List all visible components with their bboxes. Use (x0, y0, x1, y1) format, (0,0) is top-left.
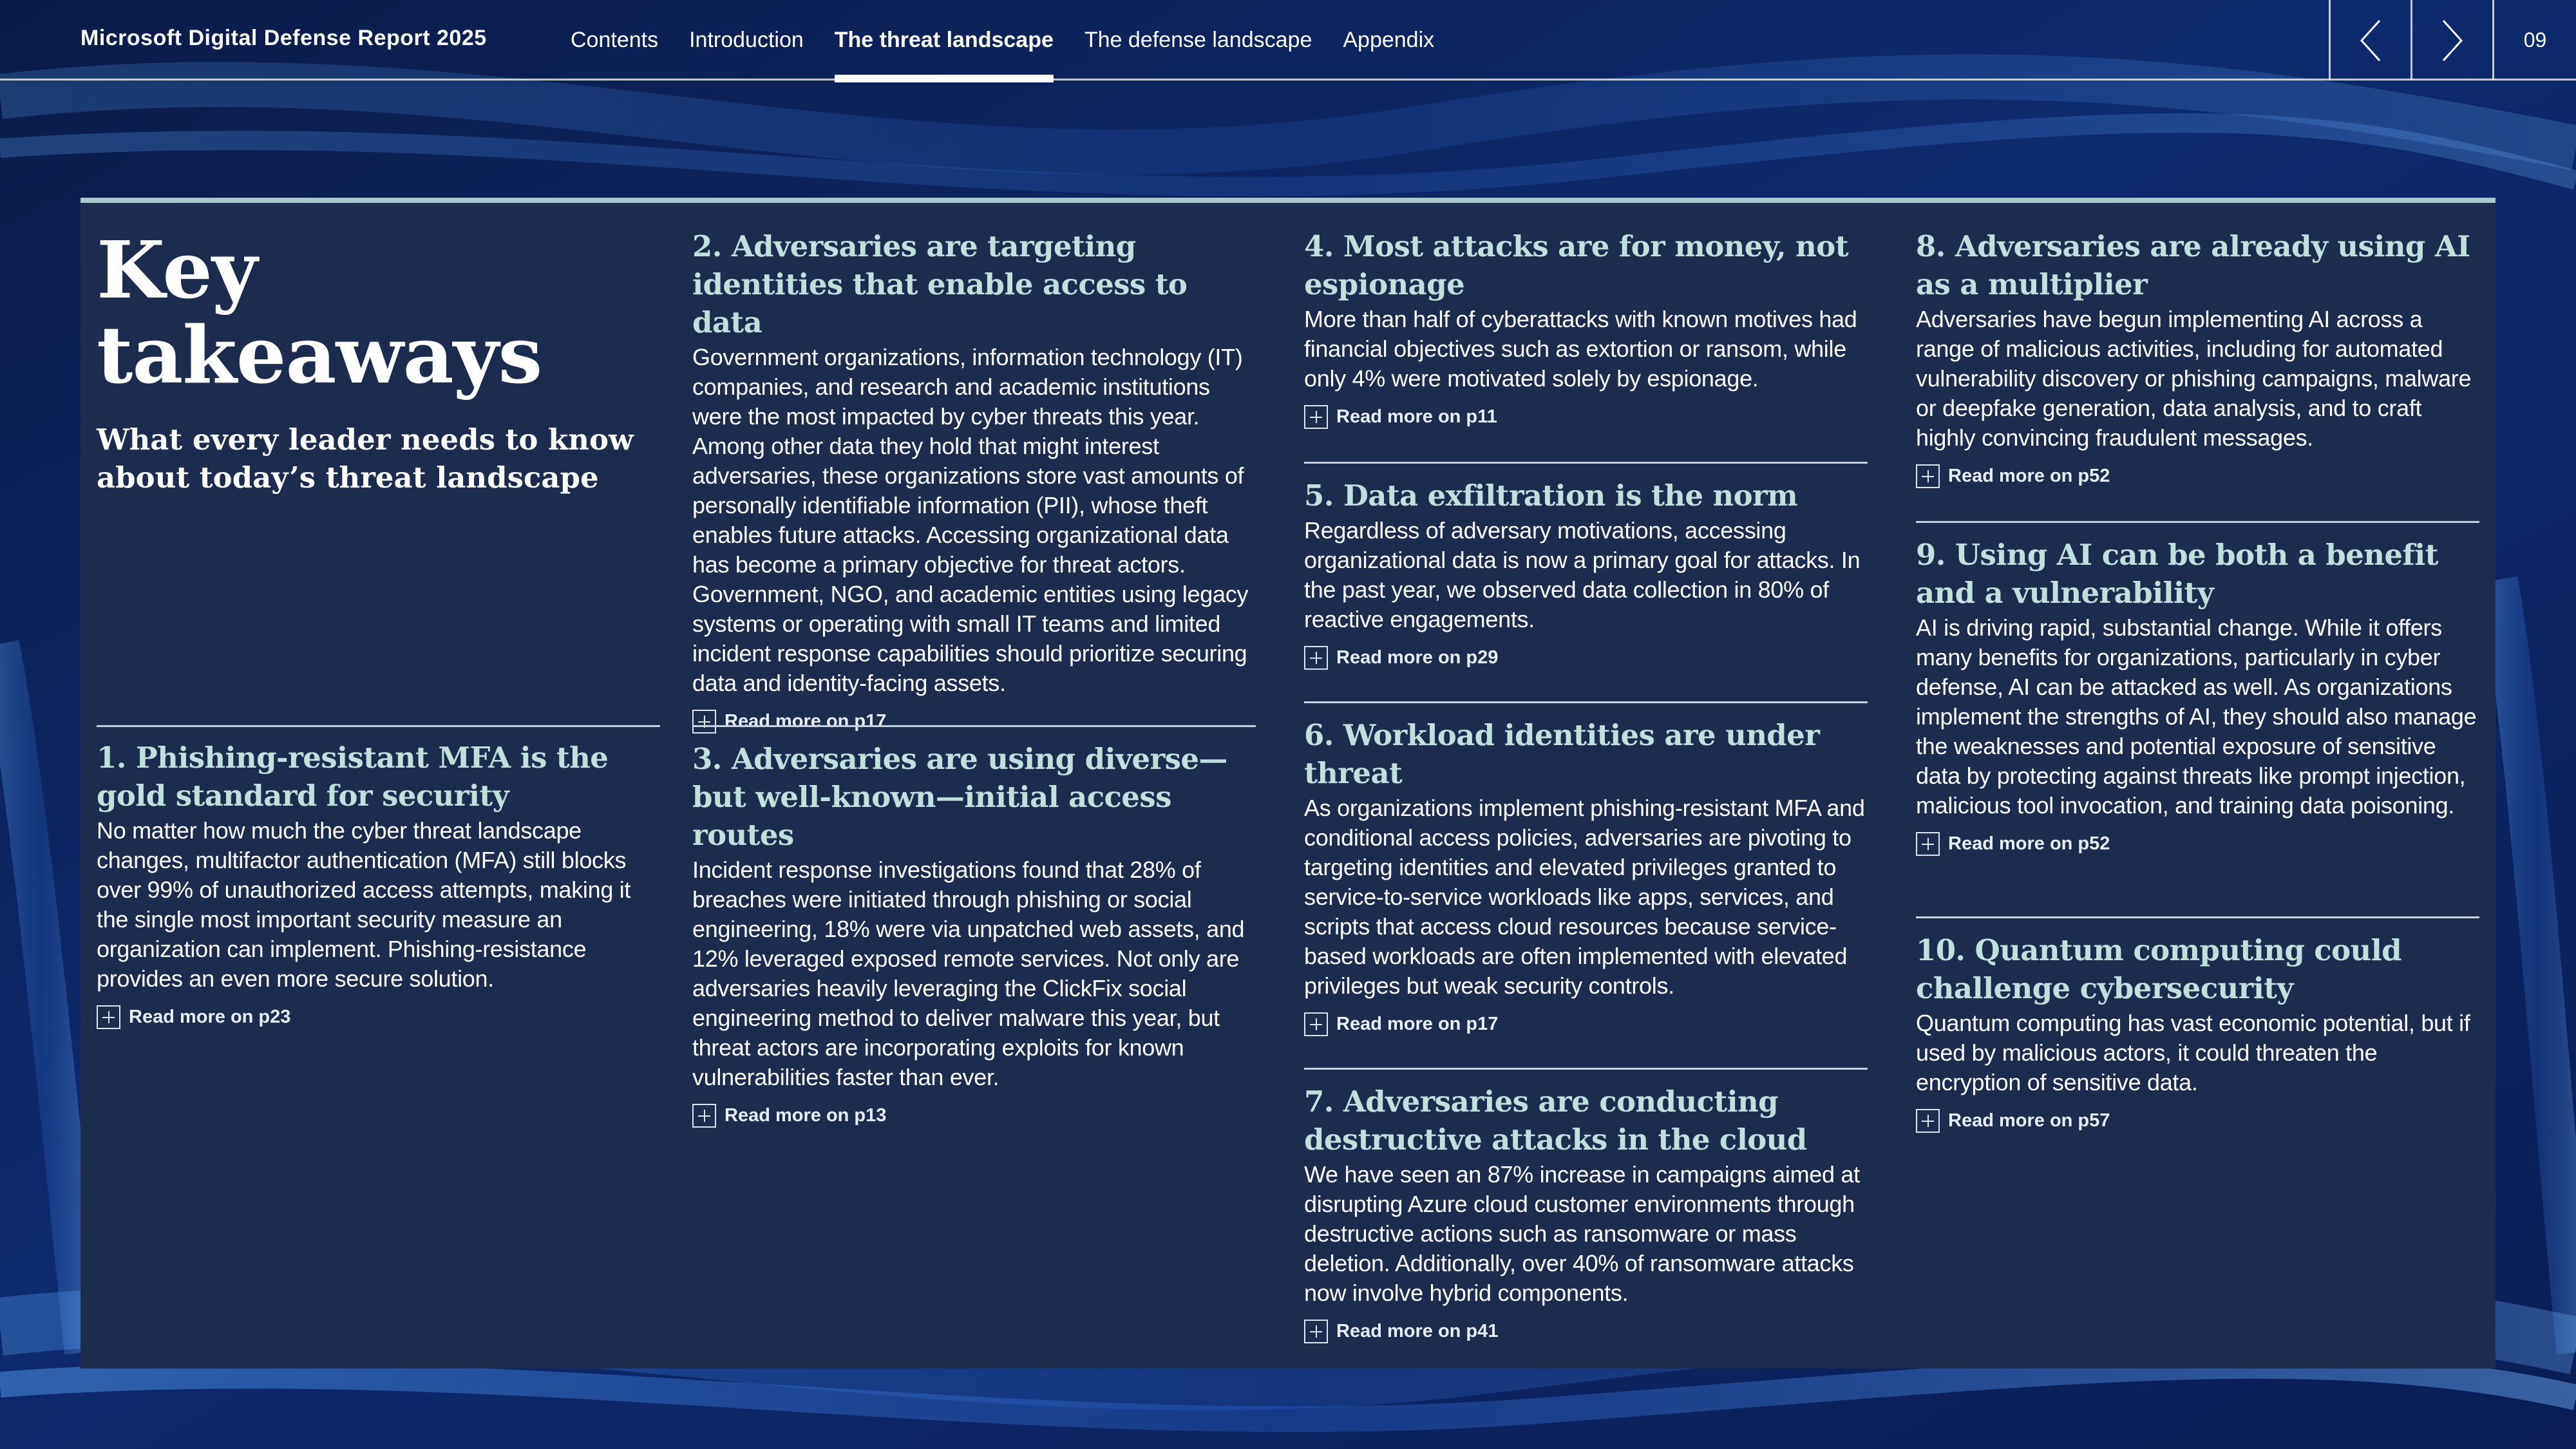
takeaway-title: 9. Using AI can be both a benefit and a vulnerability (1916, 538, 2438, 610)
takeaway-body: More than half of cyberattacks with known motives had financial objectives such as extortion or ransom, while only 4% were motivated solely by espionage. (1304, 306, 1857, 392)
takeaway-4 (1304, 227, 1868, 429)
takeaway-8 (1916, 227, 2479, 488)
section-nav (571, 0, 1465, 80)
takeaway-body: No matter how much the cyber threat landscape changes, multifactor authentication (MFA) still blocks over 99% of unauthorized access attempts, making it the single most important security measure an organization can implement. Phishing-resistance provides an even more secure solution. (97, 817, 631, 992)
takeaway-5 (1304, 462, 1868, 670)
chevron-right-icon (2439, 18, 2465, 63)
takeaway-body: Adversaries have begun implementing AI across a range of malicious activities, including for automated vulnerability discovery or phishing campaigns, malware or deepfake generation, data analysis, and to craft highly convincing fraudulent messages. (1916, 306, 2472, 451)
takeaway-9 (1916, 521, 2479, 856)
plus-box-icon (1304, 1012, 1328, 1036)
read-more-link[interactable]: Read more on p17 (1304, 1012, 1868, 1036)
nav-appendix[interactable]: Appendix (1343, 28, 1435, 52)
takeaway-body: Regardless of adversary motivations, accessing organizational data is now a primary goal for attacks. In the past year, we observed data collection in 80% of reactive engagements. (1304, 517, 1861, 632)
plus-box-icon (1916, 464, 1940, 488)
read-more-link[interactable]: Read more on p52 (1916, 464, 2479, 488)
key-takeaways-panel (80, 198, 2496, 1368)
takeaway-title: 6. Workload identities are under threat (1304, 718, 1820, 790)
takeaway-7 (1304, 1068, 1868, 1343)
read-more-link[interactable]: Read more on p52 (1916, 832, 2479, 856)
takeaway-body: We have seen an 87% increase in campaigns aimed at disrupting Azure cloud customer environments through destructive actions such as ransomware or mass deletion. Additionally, over 40% of ransomware attacks now involve hybrid components. (1304, 1161, 1860, 1306)
read-more-link[interactable]: Read more on p17 (692, 710, 1256, 734)
plus-box-icon (97, 1005, 120, 1029)
takeaway-body: AI is driving rapid, substantial change. While it offers many benefits for organizations, particularly in cyber defense, AI can be attacked as well. As organizations implement the strengths of AI, they should also manage the weaknesses and potential exposure of sensitive data by protecting against threats like prompt injection, malicious tool invocation, and training data poisoning. (1916, 614, 2477, 819)
column-3 (1304, 203, 1868, 1374)
read-more-link[interactable]: Read more on p13 (692, 1104, 1256, 1128)
column-4 (1916, 203, 2479, 1374)
report-title: Microsoft Digital Defense Report 2025 (80, 26, 487, 50)
read-more-link[interactable]: Read more on p41 (1304, 1320, 1868, 1343)
takeaway-title: 10. Quantum computing could challenge cybersecurity (1916, 933, 2401, 1005)
takeaway-2 (692, 227, 1256, 734)
takeaway-title: 8. Adversaries are already using AI as a multiplier (1916, 229, 2470, 301)
plus-box-icon (1304, 646, 1328, 670)
plus-box-icon (692, 1104, 716, 1128)
takeaway-3 (692, 725, 1256, 1128)
column-2 (692, 203, 1256, 1374)
previous-page-button[interactable] (2329, 0, 2410, 80)
read-more-link[interactable]: Read more on p23 (97, 1005, 660, 1029)
column-1 (80, 203, 644, 1374)
page-title: Key takeaways (97, 223, 542, 401)
takeaway-title: 3. Adversaries are using diverse—but well-known—initial access routes (692, 742, 1227, 852)
takeaway-title: 4. Most attacks are for money, not espionage (1304, 229, 1848, 301)
nav-introduction[interactable]: Introduction (689, 28, 804, 52)
plus-box-icon (1304, 1320, 1328, 1343)
nav-threat-landscape[interactable]: The threat landscape (835, 0, 1054, 80)
takeaway-10 (1916, 916, 2479, 1133)
read-more-link[interactable]: Read more on p29 (1304, 646, 1868, 670)
read-more-link[interactable]: Read more on p57 (1916, 1109, 2479, 1133)
chevron-left-icon (2358, 18, 2383, 63)
nav-defense-landscape[interactable]: The defense landscape (1084, 28, 1312, 52)
plus-box-icon (1916, 832, 1940, 856)
takeaway-body: Quantum computing has vast economic potential, but if used by malicious actors, it could threaten the encryption of sensitive data. (1916, 1010, 2470, 1095)
takeaway-title: 5. Data exfiltration is the norm (1304, 478, 1798, 513)
plus-box-icon (1304, 405, 1328, 429)
next-page-button[interactable] (2410, 0, 2492, 80)
read-more-link[interactable]: Read more on p11 (1304, 405, 1868, 429)
takeaway-1 (97, 725, 660, 1029)
plus-box-icon (1916, 1109, 1940, 1133)
takeaway-body: Government organizations, information technology (IT) companies, and research and academic institutions were the most impacted by cyber threats this year. Among other data they hold that might interest adversaries, these organizations store vast amounts of personally identifiable information (PII), whose theft enables future attacks. Accessing organizational data has become a primary objective for threat actors. Government, NGO, and academic entities using legacy systems or operating with small IT teams and limited incident response capabilities should prioritize securing data and identity-facing assets. (692, 344, 1249, 696)
top-navigation-bar (0, 0, 2576, 80)
takeaway-body: As organizations implement phishing-resistant MFA and conditional access policies, adversaries are pivoting to targeting identities and elevated privileges granted to service-to-service workloads like apps, services, and scripts that access cloud resources because service-based workloads are often implemented with elevated privileges but weak security controls. (1304, 795, 1865, 999)
takeaway-body: Incident response investigations found that 28% of breaches were initiated through phishing or social engineering, 18% were via unpatched web assets, and 12% leveraged exposed remote services. Not only are adversaries heavily leveraging the ClickFix social engineering method to deliver malware this year, but threat actors are incorporating exploits for known vulnerabilities faster than ever. (692, 857, 1245, 1090)
page-number: 09 (2492, 0, 2576, 80)
takeaway-6 (1304, 701, 1868, 1036)
takeaway-title: 1. Phishing-resistant MFA is the gold standard for security (97, 741, 609, 813)
page-subtitle: What every leader needs to know about today’s threat landscape (97, 422, 634, 495)
takeaway-title: 7. Adversaries are conducting destructive attacks in the cloud (1304, 1084, 1807, 1157)
nav-contents[interactable]: Contents (571, 28, 659, 52)
takeaway-title: 2. Adversaries are targeting identities that enable access to data (692, 229, 1188, 339)
